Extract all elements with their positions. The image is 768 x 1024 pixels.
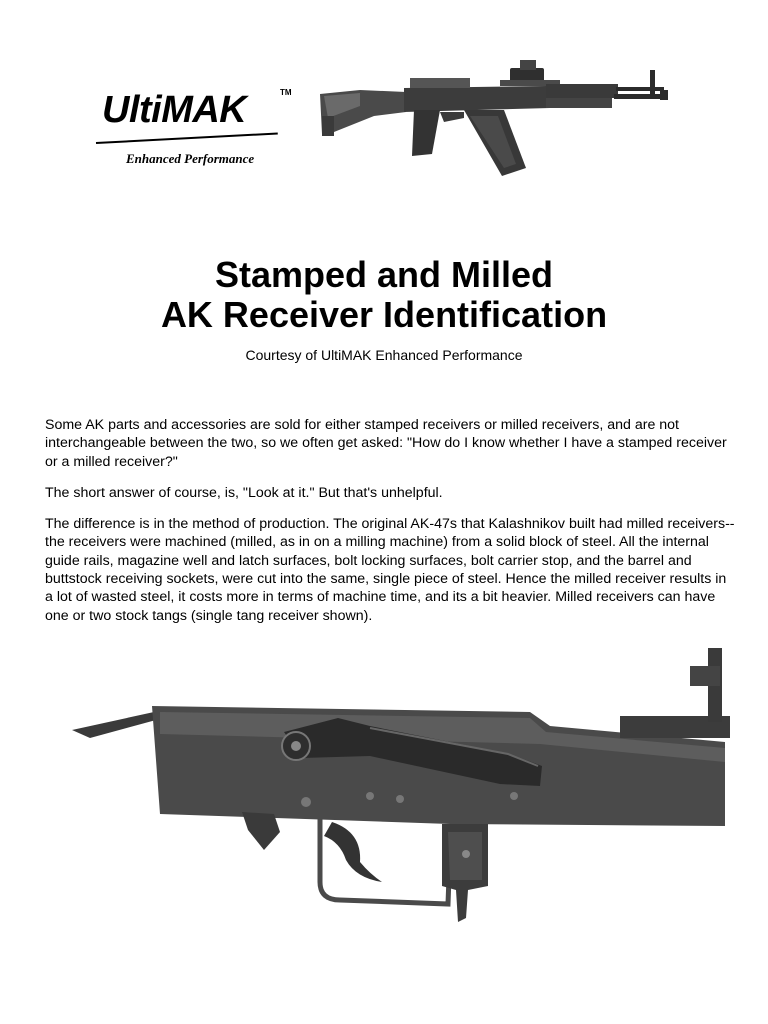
- paragraph-3: The difference is in the method of production. The original AK-47s that Kalashnikov built had milled receivers-- the receivers were machined (milled, as in on a milling machine) from a solid block of steel. All the internal guide rails, magazine well and latch surfaces, bolt locking surfaces, bolt carrier stop, and the barrel and buttstock receiving sockets, were cut into the same, single piece of steel. Hence the milled receiver results in a lot of wasted steel, it costs more in terms of machine time, and its a bit heavier. Milled receivers can have one or two stock tangs (single tang receiver shown).: [45, 516, 735, 624]
- paragraph-1: Some AK parts and accessories are sold for either stamped receivers or milled receivers, and are not interchangeable between the two, so we often get asked: "How do I know whether I have a stamped receiver or a milled receiver?": [45, 417, 727, 470]
- title-line-2: AK Receiver Identification: [160, 294, 608, 335]
- logo-wordmark: UltiMAK: [102, 89, 247, 131]
- logo-trademark: TM: [280, 88, 292, 97]
- credit-line: Courtesy of UltiMAK Enhanced Performance: [245, 347, 523, 363]
- paragraph-2: The short answer of course, is, "Look at it." But that's unhelpful.: [45, 484, 443, 501]
- document-title: [0, 255, 768, 335]
- body-text: [45, 416, 735, 638]
- title-line-1: Stamped and Milled: [214, 254, 554, 295]
- rifle-image: [314, 56, 672, 180]
- logo-underline: [96, 132, 278, 144]
- receiver-image: [70, 646, 730, 936]
- ultimak-logo: [96, 86, 296, 176]
- logo-tagline: Enhanced Performance: [126, 151, 255, 166]
